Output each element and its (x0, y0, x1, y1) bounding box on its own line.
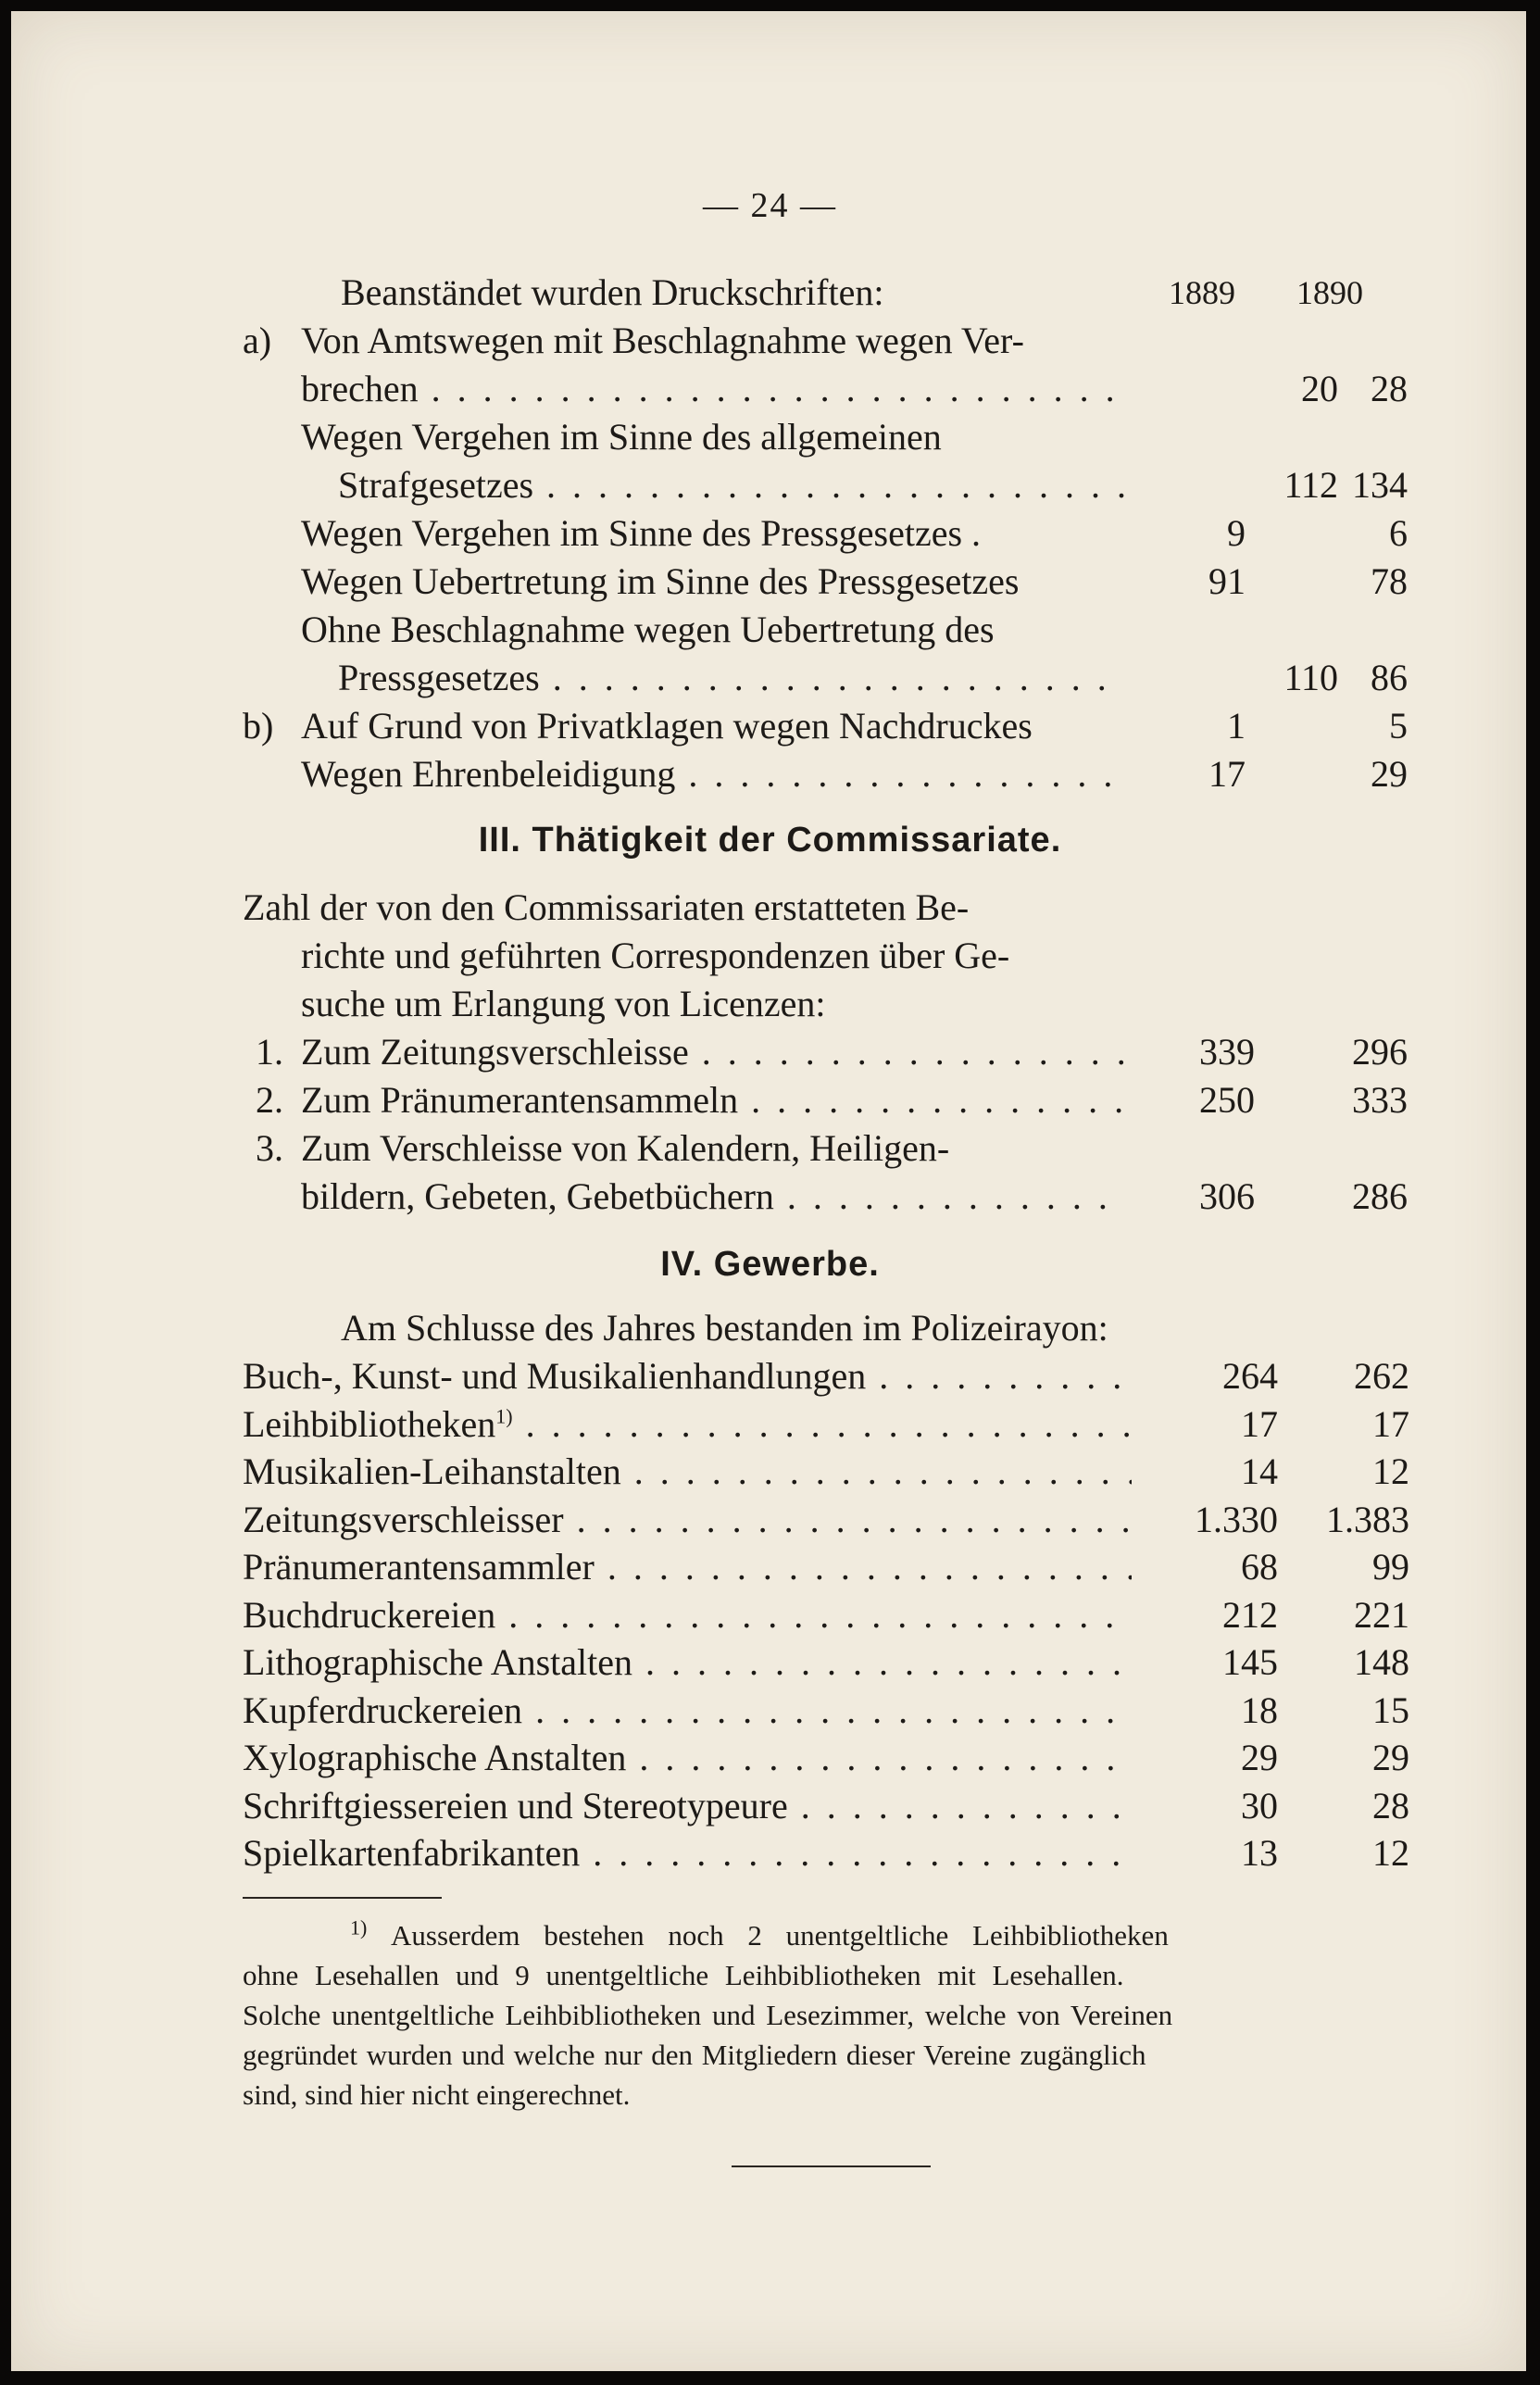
gewerbe-row-label: Leihbibliotheken (243, 1403, 496, 1445)
gewerbe-row-label: Schriftgiessereien und Stereotypeure (243, 1785, 788, 1826)
row-a5 (338, 654, 1431, 702)
gewerbe-row-1889: 145 (1222, 1641, 1278, 1683)
section3-heading: III. Thätigkeit der Commissariate. (478, 821, 1062, 860)
row-a5-line1: Ohne Beschlagnahme wegen Uebertretung des (301, 609, 995, 650)
row-b1-label: Auf Grund von Privatklagen wegen Nachdruckes (301, 705, 1033, 747)
section3-row1 (301, 1028, 1431, 1076)
row-a1-line1: Von Amtswegen mit Beschlagnahme wegen Ver- (301, 320, 1024, 361)
section3-row1-1890: 296 (1352, 1031, 1408, 1073)
section3-row2-num: 2. (256, 1079, 283, 1121)
gewerbe-row (243, 1543, 1132, 1591)
row-b2-1890: 29 (1371, 753, 1408, 795)
gewerbe-row-1889: 30 (1241, 1785, 1278, 1826)
footnote-line5: sind, sind hier nicht eingerechnet. (243, 2078, 631, 2111)
row-a5-1890: 86 (1371, 657, 1408, 698)
gewerbe-row (243, 1687, 1132, 1735)
gewerbe-row-1889: 212 (1222, 1594, 1278, 1636)
row-a2-1890: 134 (1352, 464, 1408, 506)
gewerbe-row-1889: 14 (1241, 1450, 1278, 1492)
section2-intro-text: Beanständet wurden Druckschriften: (341, 271, 884, 313)
gewerbe-row-label: Musikalien-Leihanstalten (243, 1450, 621, 1492)
section3-intro-line1: Zahl der von den Commissariaten erstatteten Be- (243, 886, 970, 928)
gewerbe-row-1890: 29 (1372, 1737, 1409, 1778)
gewerbe-row-label: Lithographische Anstalten (243, 1641, 633, 1683)
gewerbe-row-label: Zeitungsverschleisser (243, 1499, 564, 1540)
marker-b: b) (243, 705, 274, 747)
marker-a: a) (243, 320, 272, 361)
row-a1-label: brechen (301, 368, 419, 409)
gewerbe-row-1890: 12 (1372, 1832, 1409, 1874)
gewerbe-row-1890: 1.383 (1326, 1499, 1409, 1540)
row-a4-1889: 91 (1208, 560, 1246, 602)
page-number: — 24 — (703, 186, 837, 225)
gewerbe-row-1890: 99 (1372, 1546, 1409, 1588)
row-a3-1889: 9 (1227, 512, 1246, 554)
gewerbe-row-1889: 17 (1241, 1403, 1278, 1445)
footnote-marker-sup: 1) (350, 1915, 368, 1939)
gewerbe-row-label: Xylographische Anstalten (243, 1737, 627, 1778)
gewerbe-row (243, 1591, 1132, 1639)
row-b1-1890: 5 (1389, 705, 1408, 747)
gewerbe-row (243, 1829, 1132, 1877)
row-a3-1890: 6 (1389, 512, 1408, 554)
section3-row2-1890: 333 (1352, 1079, 1408, 1121)
section3-row2 (301, 1076, 1431, 1124)
row-b1-1889: 1 (1227, 705, 1246, 747)
section3-row1-1889: 339 (1199, 1031, 1255, 1073)
section2-intro (341, 269, 883, 317)
gewerbe-row (243, 1782, 1132, 1830)
section3-intro-line2: richte und geführten Correspondenzen über Ge- (301, 935, 1010, 976)
footnote-reference: 1) (495, 1404, 513, 1428)
gewerbe-row-1890: 221 (1354, 1594, 1409, 1636)
section3-row3-1889: 306 (1199, 1175, 1255, 1217)
gewerbe-row-1890: 15 (1372, 1689, 1409, 1731)
gewerbe-row (243, 1448, 1132, 1496)
row-a5-1889: 110 (1283, 657, 1338, 698)
gewerbe-row-1889: 13 (1241, 1832, 1278, 1874)
footnote-line4: gegründet wurden und welche nur den Mitgliedern dieser Vereine zugänglich (243, 2039, 1146, 2071)
year-1890: 1890 (1296, 274, 1363, 311)
footnote-line2: ohne Lesehallen und 9 unentgeltliche Leihbibliotheken mit Lesehallen. (243, 1959, 1124, 1991)
row-a1-1890: 28 (1371, 368, 1408, 409)
section3-row3 (301, 1173, 1431, 1221)
gewerbe-row-1889: 1.330 (1195, 1499, 1278, 1540)
row-a4-label: Wegen Uebertretung im Sinne des Pressgesetzes (301, 560, 1020, 602)
footnote-line1: Ausserdem bestehen noch 2 unentgeltliche Leihbibliotheken (391, 1919, 1169, 1952)
gewerbe-row (243, 1638, 1132, 1687)
section3-row2-1889: 250 (1199, 1079, 1255, 1121)
year-1889: 1889 (1169, 274, 1235, 311)
footnote-rule (243, 1897, 442, 1899)
gewerbe-row (243, 1352, 1132, 1400)
gewerbe-row-label: Pränumerantensammler (243, 1546, 595, 1588)
gewerbe-row-label: Buchdruckereien (243, 1594, 496, 1636)
row-a4-1890: 78 (1371, 560, 1408, 602)
gewerbe-row-1890: 262 (1354, 1355, 1409, 1397)
section3-row3-line1: Zum Verschleisse von Kalendern, Heiligen- (301, 1127, 950, 1169)
gewerbe-row-1889: 68 (1241, 1546, 1278, 1588)
section3-intro-line3: suche um Erlangung von Licenzen: (301, 983, 826, 1024)
row-a5-label: Pressgesetzes (338, 657, 540, 698)
end-rule (732, 2165, 931, 2167)
row-a2-1889: 112 (1283, 464, 1338, 506)
row-a3-label: Wegen Vergehen im Sinne des Pressgesetzes . (301, 512, 982, 554)
section4-intro: Am Schlusse des Jahres bestanden im Polizeirayon: (341, 1307, 1108, 1349)
row-a1-1889: 20 (1301, 368, 1338, 409)
footnote-line3: Solche unentgeltliche Leihbibliotheken und Lesezimmer, welche von Vereinen (243, 1999, 1173, 2031)
gewerbe-row-1889: 18 (1241, 1689, 1278, 1731)
gewerbe-row-label: Spielkartenfabrikanten (243, 1832, 581, 1874)
row-b2 (301, 750, 1431, 798)
gewerbe-row (243, 1400, 1132, 1449)
row-b2-label: Wegen Ehrenbeleidigung (301, 753, 676, 795)
footnote-marker (350, 1915, 368, 1952)
row-a2 (338, 461, 1431, 509)
gewerbe-row-label: Kupferdruckereien (243, 1689, 523, 1731)
row-a2-line1: Wegen Vergehen im Sinne des allgemeinen (301, 416, 942, 458)
section3-row3-num: 3. (256, 1127, 283, 1169)
gewerbe-row-1890: 28 (1372, 1785, 1409, 1826)
row-b2-1889: 17 (1208, 753, 1246, 795)
row-a1 (301, 365, 1431, 413)
gewerbe-row-1889: 29 (1241, 1737, 1278, 1778)
gewerbe-row-1890: 12 (1372, 1450, 1409, 1492)
section3-row1-num: 1. (256, 1031, 283, 1073)
row-a2-label: Strafgesetzes (338, 464, 534, 506)
gewerbe-row-1890: 17 (1372, 1403, 1409, 1445)
section3-row3-1890: 286 (1352, 1175, 1408, 1217)
gewerbe-row (243, 1734, 1132, 1782)
section4-heading: IV. Gewerbe. (660, 1245, 880, 1284)
gewerbe-row (243, 1496, 1132, 1544)
section3-row2-label: Zum Pränumerantensammeln (301, 1079, 739, 1121)
section3-row3-label: bildern, Gebeten, Gebetbüchern (301, 1175, 774, 1217)
gewerbe-row-1890: 148 (1354, 1641, 1409, 1683)
gewerbe-row-label: Buch-, Kunst- und Musikalienhandlungen (243, 1355, 867, 1397)
gewerbe-row-1889: 264 (1222, 1355, 1278, 1397)
section3-row1-label: Zum Zeitungsverschleisse (301, 1031, 689, 1073)
